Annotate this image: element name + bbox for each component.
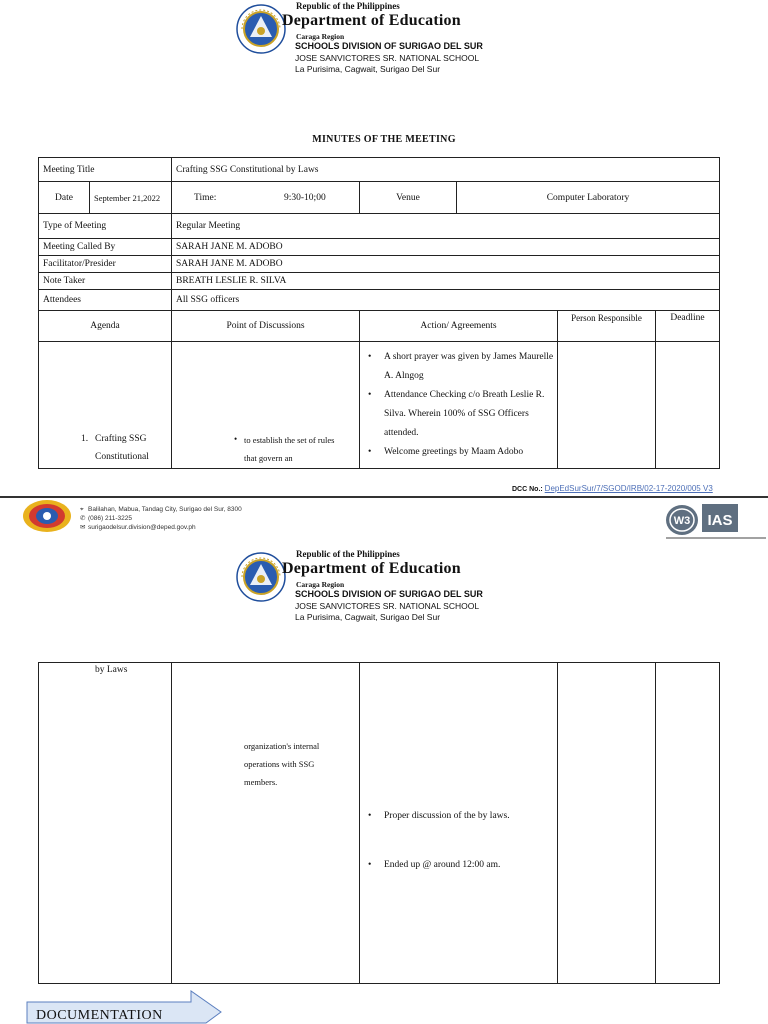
table-row [39, 239, 720, 256]
action-cell [360, 342, 558, 469]
svg-text:IAS: IAS [707, 512, 733, 529]
date-label: Date [39, 182, 90, 214]
school-line: JOSE SANVICTORES SR. NATIONAL SCHOOL [295, 53, 480, 63]
discussion-cell [172, 663, 360, 984]
action-cell [360, 663, 558, 984]
department-name: Department of Education [282, 12, 461, 29]
deadline-header: Deadline [656, 311, 720, 342]
action-header: Action/ Agreements [360, 311, 558, 342]
deadline-cell [656, 342, 720, 469]
division-line: SCHOOLS DIVISION OF SURIGAO DEL SUR [295, 589, 483, 599]
agenda-cell [39, 663, 172, 984]
agenda-number: 1. [81, 434, 89, 444]
table-row [39, 214, 720, 239]
person-header: Person Responsible [558, 311, 656, 342]
footer-address: Balilahan, Mabua, Tandag City, Surigao del Sur, 8300 [88, 506, 242, 513]
agenda-text-line: by Laws [95, 665, 128, 675]
deped-seal-icon [236, 552, 286, 602]
division-line: SCHOOLS DIVISION OF SURIGAO DEL SUR [295, 41, 483, 51]
school-line: JOSE SANVICTORES SR. NATIONAL SCHOOL [295, 601, 480, 611]
table-row [39, 290, 720, 311]
called-by-label: Meeting Called By [39, 239, 172, 256]
time-cell [172, 182, 360, 214]
discussion-text-line: organization's internal [244, 741, 320, 751]
facilitator-label: Facilitator/Presider [39, 256, 172, 273]
attendees-value: All SSG officers [172, 290, 720, 311]
address-line: La Purisima, Cagwait, Surigao Del Sur [295, 612, 441, 622]
ias-certification-icon [664, 502, 768, 542]
agenda-header: Agenda [39, 311, 172, 342]
bullet-icon: • [234, 434, 238, 444]
list-item: • A short prayer was given by James Maurelle A. Alngog [364, 348, 556, 386]
document-title: MINUTES OF THE MEETING [312, 134, 456, 145]
type-label: Type of Meeting [39, 214, 172, 239]
footer-email: surigaodelsur.division@deped.gov.ph [88, 524, 196, 531]
agenda-header-row [39, 311, 720, 342]
documentation-label: DOCUMENTATION [36, 1008, 163, 1023]
documentation-banner [26, 990, 222, 1024]
time-label: Time: [194, 192, 217, 203]
deadline-cell [656, 663, 720, 984]
table-row [39, 158, 720, 182]
agenda-row [39, 663, 720, 984]
note-taker-value: BREATH LESLIE R. SILVA [172, 273, 720, 290]
letterhead [0, 548, 768, 658]
agenda-row [39, 342, 720, 469]
location-icon: ⌖ [80, 506, 84, 513]
footer-contact [80, 505, 242, 532]
agenda-text-line: Crafting SSG [95, 434, 147, 444]
discussion-header: Point of Discussions [172, 311, 360, 342]
list-item: • Welcome greetings by Maam Adobo [364, 443, 556, 462]
dcc-code: DepEdSurSur/7/SGOD/IRB/02-17-2020/005 V3 [544, 484, 713, 493]
dcc-number [512, 484, 713, 493]
republic-line: Republic of the Philippines [296, 549, 400, 559]
deped-seal-icon [236, 4, 286, 54]
time-value: 9:30-10;00 [284, 192, 326, 203]
address-line: La Purisima, Cagwait, Surigao Del Sur [295, 64, 441, 74]
footer-phone: (086) 211-3225 [88, 515, 132, 522]
agenda-text-line: Constitutional [95, 452, 149, 462]
meeting-title-value: Crafting SSG Constitutional by Laws [172, 158, 720, 182]
region-line: Caraga Region [296, 580, 345, 589]
footer-divider [0, 496, 768, 498]
meeting-title-label: Meeting Title [39, 158, 172, 182]
list-item: • Proper discussion of the by laws. [364, 807, 574, 826]
minutes-table [38, 157, 720, 469]
person-cell [558, 342, 656, 469]
dcc-label: DCC No.: [512, 486, 543, 493]
agenda-cell [39, 342, 172, 469]
attendees-label: Attendees [39, 290, 172, 311]
svg-text:W3: W3 [673, 515, 691, 527]
discussion-text-line: to establish the set of rules [244, 435, 335, 445]
deped-logo-icon [22, 499, 72, 533]
discussion-text-line: operations with SSG [244, 759, 315, 769]
discussion-text-line: members. [244, 777, 278, 787]
email-icon: ✉ [80, 524, 86, 531]
phone-icon: ✆ [80, 515, 86, 522]
document-page-2 [0, 548, 768, 1024]
date-value: September 21,2022 [90, 182, 172, 214]
list-item: • Ended up @ around 12:00 am. [364, 856, 574, 875]
discussion-text-line: that govern an [244, 453, 293, 463]
venue-value: Computer Laboratory [457, 182, 720, 214]
list-item: • Attendance Checking c/o Breath Leslie R. Silva. Wherein 100% of SSG Officers attended. [364, 386, 556, 443]
table-row [39, 256, 720, 273]
department-name: Department of Education [282, 560, 461, 577]
called-by-value: SARAH JANE M. ADOBO [172, 239, 720, 256]
republic-line: Republic of the Philippines [296, 1, 400, 11]
discussion-cell [172, 342, 360, 469]
type-value: Regular Meeting [172, 214, 720, 239]
region-line: Caraga Region [296, 32, 345, 41]
note-taker-label: Note Taker [39, 273, 172, 290]
table-row [39, 273, 720, 290]
letterhead [0, 0, 768, 110]
facilitator-value: SARAH JANE M. ADOBO [172, 256, 720, 273]
minutes-table-continued [38, 662, 720, 984]
table-row [39, 182, 720, 214]
venue-label: Venue [360, 182, 457, 214]
